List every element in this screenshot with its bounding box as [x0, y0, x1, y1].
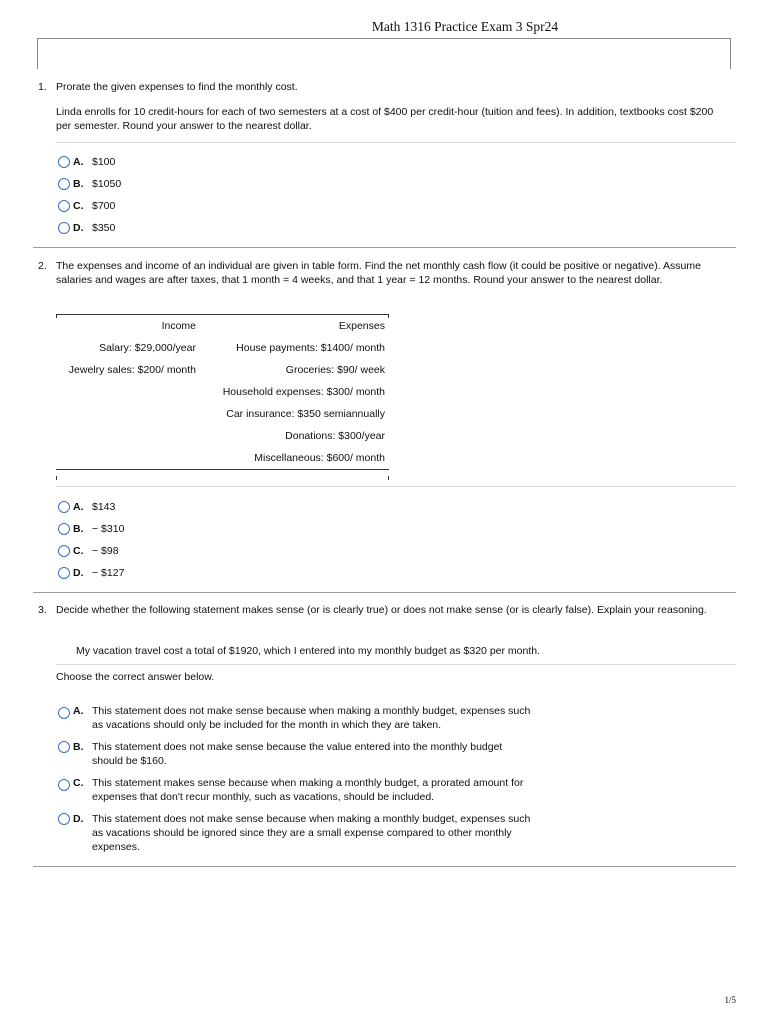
choice-text: This statement does not make sense because when making a monthly budget, expenses such as vacations should be ignored since they are a small expense compared to other monthly expenses. — [92, 813, 531, 853]
question-divider — [33, 247, 736, 248]
question-divider — [33, 866, 736, 867]
question-divider — [33, 592, 736, 593]
income-header: Income — [161, 320, 196, 332]
choice-letter: B. — [73, 523, 84, 535]
expense-cell: House payments: $1400/ month — [236, 342, 385, 354]
choice-text: − $127 — [92, 567, 125, 579]
choice-text: $700 — [92, 200, 116, 212]
answer-choice[interactable] — [58, 221, 121, 243]
expense-cell: Donations: $300/year — [285, 430, 385, 442]
radio-icon[interactable] — [58, 501, 70, 513]
choice-letter: D. — [73, 567, 84, 579]
choice-letter: B. — [73, 178, 84, 190]
choice-letter: A. — [73, 705, 84, 717]
expense-cell: Miscellaneous: $600/ month — [254, 452, 385, 464]
choice-text: $100 — [92, 156, 116, 168]
answer-choice[interactable] — [58, 500, 124, 522]
radio-icon[interactable] — [58, 178, 70, 190]
expense-cell: Groceries: $90/ week — [285, 364, 385, 376]
radio-icon[interactable] — [58, 741, 70, 753]
income-cell: Salary: $29,000/year — [99, 342, 196, 354]
budget-table — [56, 314, 389, 470]
choice-letter: C. — [73, 200, 84, 212]
question-prompt: Decide whether the following statement makes sense (or is clearly true) or does not make sense (or is clearly false). Explain your reasoning. — [56, 604, 707, 616]
income-cell — [56, 447, 200, 470]
divider — [56, 486, 736, 487]
choice-text: This statement makes sense because when making a monthly budget, a prorated amount for expenses that don't recur monthly, such as vacations, should be included. — [92, 777, 524, 803]
expense-cell: Household expenses: $300/ month — [222, 386, 385, 398]
choice-letter: C. — [73, 777, 84, 789]
radio-icon[interactable] — [58, 707, 70, 719]
choice-letter: D. — [73, 222, 84, 234]
answer-choice[interactable] — [58, 177, 121, 199]
choice-text: $1050 — [92, 178, 122, 190]
table-bracket — [56, 476, 57, 480]
choice-letter: A. — [73, 156, 84, 168]
answer-choices — [58, 704, 532, 862]
radio-icon[interactable] — [58, 156, 70, 168]
choice-letter: A. — [73, 501, 84, 513]
question-prompt: Prorate the given expenses to find the monthly cost. — [56, 81, 298, 93]
page-number: 1/5 — [724, 995, 736, 1005]
table-row — [56, 403, 389, 425]
expenses-header: Expenses — [338, 320, 385, 332]
answer-choices — [58, 155, 121, 243]
income-cell — [56, 381, 200, 403]
choice-text: $350 — [92, 222, 116, 234]
choice-text: This statement does not make sense because when making a monthly budget, expenses such as vacations should only be included for the month in which they are taken. — [92, 705, 531, 731]
answer-choice[interactable] — [58, 155, 121, 177]
income-cell — [56, 425, 200, 447]
table-row — [56, 381, 389, 403]
radio-icon[interactable] — [58, 813, 70, 825]
answer-choice[interactable] — [58, 812, 532, 854]
answer-choice[interactable] — [58, 522, 124, 544]
choice-letter: C. — [73, 545, 84, 557]
radio-icon[interactable] — [58, 523, 70, 535]
answer-choice[interactable] — [58, 704, 532, 732]
choice-letter: D. — [73, 813, 84, 825]
divider — [56, 142, 736, 143]
table-row — [56, 425, 389, 447]
answer-choice[interactable] — [58, 566, 124, 588]
radio-icon[interactable] — [58, 545, 70, 557]
choice-letter: B. — [73, 741, 84, 753]
divider — [56, 664, 736, 665]
header-box — [37, 38, 731, 69]
choice-text: $143 — [92, 501, 116, 513]
question-number: 2. — [38, 260, 47, 272]
answer-choice[interactable] — [58, 544, 124, 566]
answer-choice[interactable] — [58, 740, 532, 768]
question-body: Linda enrolls for 10 credit-hours for each of two semesters at a cost of $400 per credit-hour (tuition and fees). In addition, textbooks cost $200 per semester. Round your answer to the nearest dollar. — [56, 106, 714, 132]
answer-choice[interactable] — [58, 199, 121, 221]
question-statement: My vacation travel cost a total of $1920, which I entered into my monthly budget as $320 per month. — [76, 645, 541, 657]
radio-icon[interactable] — [58, 779, 70, 791]
question-number: 3. — [38, 604, 47, 616]
question-instruction: Choose the correct answer below. — [56, 671, 215, 683]
radio-icon[interactable] — [58, 567, 70, 579]
question-number: 1. — [38, 81, 47, 93]
table-header-row — [56, 315, 389, 338]
answer-choice[interactable] — [58, 776, 532, 804]
radio-icon[interactable] — [58, 200, 70, 212]
choice-text: − $310 — [92, 523, 125, 535]
income-cell — [56, 403, 200, 425]
table-row — [56, 337, 389, 359]
answer-choices — [58, 500, 124, 588]
question-prompt: The expenses and income of an individual are given in table form. Find the net monthly cash flow (it could be positive or negative). Assume salaries and wages are after taxes, that 1 month = 4 weeks, and that 1 year = 12 months. Round your answer to the nearest dollar. — [56, 260, 701, 286]
choice-text: This statement does not make sense because the value entered into the monthly budget should be $160. — [92, 741, 503, 767]
income-cell: Jewelry sales: $200/ month — [68, 364, 196, 376]
radio-icon[interactable] — [58, 222, 70, 234]
table-row — [56, 359, 389, 381]
expense-cell: Car insurance: $350 semiannually — [226, 408, 385, 420]
choice-text: − $98 — [92, 545, 119, 557]
table-row — [56, 447, 389, 470]
page-title: Math 1316 Practice Exam 3 Spr24 — [371, 19, 559, 34]
table-bracket — [388, 476, 389, 480]
